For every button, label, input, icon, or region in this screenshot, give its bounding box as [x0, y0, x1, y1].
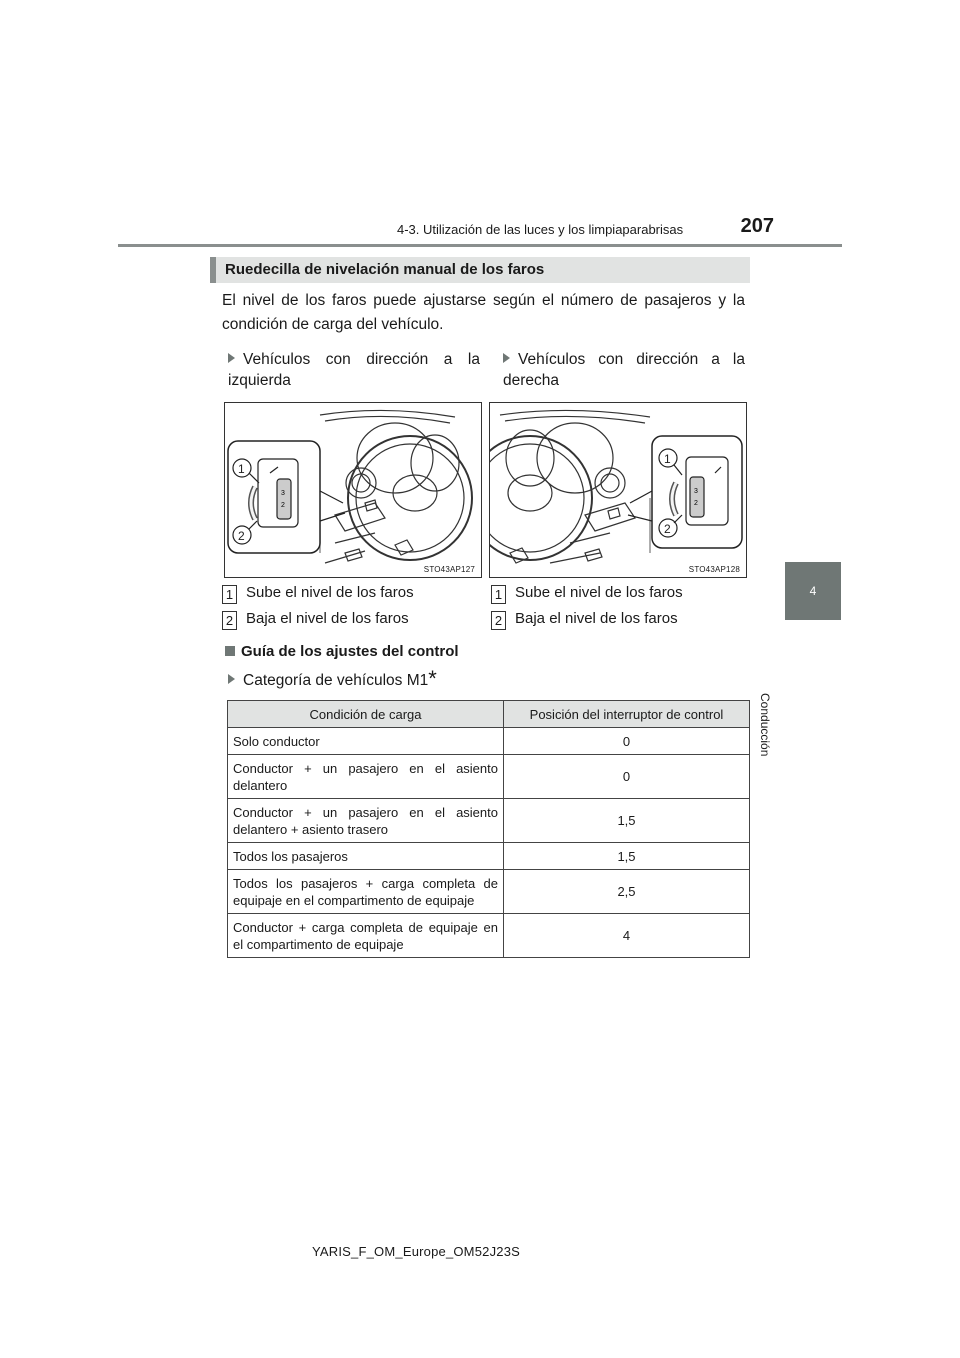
- legend-text: Baja el nivel de los faros: [246, 610, 409, 627]
- figure-code: STO43AP128: [688, 565, 740, 574]
- subhead-left-drive: [228, 349, 480, 391]
- asterisk-mark: *: [428, 666, 437, 691]
- subhead-right-text: Vehículos con dirección a la derecha: [503, 351, 745, 389]
- triangle-bullet-icon: [228, 353, 235, 363]
- figure-right-hand-drive: [489, 402, 747, 578]
- figure-left-hand-drive: [224, 402, 482, 578]
- document-code: YARIS_F_OM_Europe_OM52J23S: [312, 1244, 521, 1259]
- guide-title: [225, 643, 459, 660]
- dial-mark-2: 2: [281, 502, 285, 509]
- legend-item: [222, 584, 414, 604]
- callout-2: 2: [664, 522, 671, 536]
- table-cell-condition: Conductor + un pasajero en el asiento delantero: [228, 755, 504, 799]
- guide-title-text: Guía de los ajustes del control: [241, 643, 459, 660]
- triangle-bullet-icon: [503, 353, 510, 363]
- table-cell-position: 0: [504, 728, 750, 755]
- triangle-bullet-icon: [228, 674, 235, 684]
- legend-number: 1: [222, 585, 237, 604]
- legend-item: [491, 584, 683, 604]
- legend-text: Baja el nivel de los faros: [515, 610, 678, 627]
- table-row: [228, 799, 750, 843]
- table-row: [228, 843, 750, 870]
- table-cell-condition: Todos los pasajeros + carga completa de equipaje en el compartimento de equipaje: [228, 870, 504, 914]
- table-row: [228, 755, 750, 799]
- table-cell-condition: Todos los pasajeros: [228, 843, 504, 870]
- dial-mark-3: 3: [281, 490, 285, 497]
- legend-item: [222, 610, 409, 630]
- legend-item: [491, 610, 678, 630]
- table-cell-position: 1,5: [504, 799, 750, 843]
- legend-text: Sube el nivel de los faros: [246, 584, 414, 601]
- section-heading-text: Ruedecilla de nivelación manual de los faros: [225, 261, 545, 278]
- settings-table: [227, 700, 750, 958]
- table-header-row: [228, 701, 750, 728]
- table-cell-position: 0: [504, 755, 750, 799]
- heading-accent: [210, 257, 216, 283]
- chapter-number: 4: [809, 584, 817, 598]
- dashboard-illustration-left: [225, 403, 481, 577]
- figure-code: STO43AP127: [423, 565, 475, 574]
- square-bullet-icon: [225, 646, 235, 656]
- callout-1: 1: [664, 452, 671, 466]
- category-subhead: [228, 666, 437, 698]
- callout-1: 1: [238, 462, 245, 476]
- category-text: Categoría de vehículos M1: [243, 672, 429, 689]
- table-cell-condition: Conductor + un pasajero en el asiento delantero + asiento trasero: [228, 799, 504, 843]
- subhead-right-drive: [503, 349, 745, 391]
- table-header-cell: Condición de carga: [228, 701, 504, 728]
- chapter-label: [752, 643, 842, 757]
- legend-text: Sube el nivel de los faros: [515, 584, 683, 601]
- table-cell-position: 2,5: [504, 870, 750, 914]
- chapter-tab[interactable]: [785, 562, 841, 620]
- header-rule: [118, 244, 842, 247]
- section-heading: [210, 257, 750, 283]
- table-row: [228, 870, 750, 914]
- subhead-left-text: Vehículos con dirección a la izquierda: [228, 351, 480, 389]
- dial-mark-3: 3: [694, 488, 698, 495]
- table-header-cell: Posición del interruptor de control: [504, 701, 750, 728]
- section-title: 4-3. Utilización de las luces y los limpiaparabrisas: [397, 222, 684, 237]
- legend-number: 2: [222, 611, 237, 630]
- dashboard-illustration-right: [490, 403, 746, 577]
- table-cell-position: 1,5: [504, 843, 750, 870]
- table-cell-position: 4: [504, 914, 750, 958]
- legend-number: 2: [491, 611, 506, 630]
- table-row: [228, 728, 750, 755]
- chapter-label-text: Conducción: [758, 693, 772, 757]
- table-cell-condition: Conductor + carga completa de equipaje en el compartimento de equipaje: [228, 914, 504, 958]
- callout-2: 2: [238, 529, 245, 543]
- intro-paragraph: El nivel de los faros puede ajustarse según el número de pasajeros y la condición de carga del vehículo.: [222, 292, 745, 333]
- legend-number: 1: [491, 585, 506, 604]
- dial-mark-2: 2: [694, 500, 698, 507]
- table-cell-condition: Solo conductor: [228, 728, 504, 755]
- page-number: 207: [740, 215, 774, 237]
- table-row: [228, 914, 750, 958]
